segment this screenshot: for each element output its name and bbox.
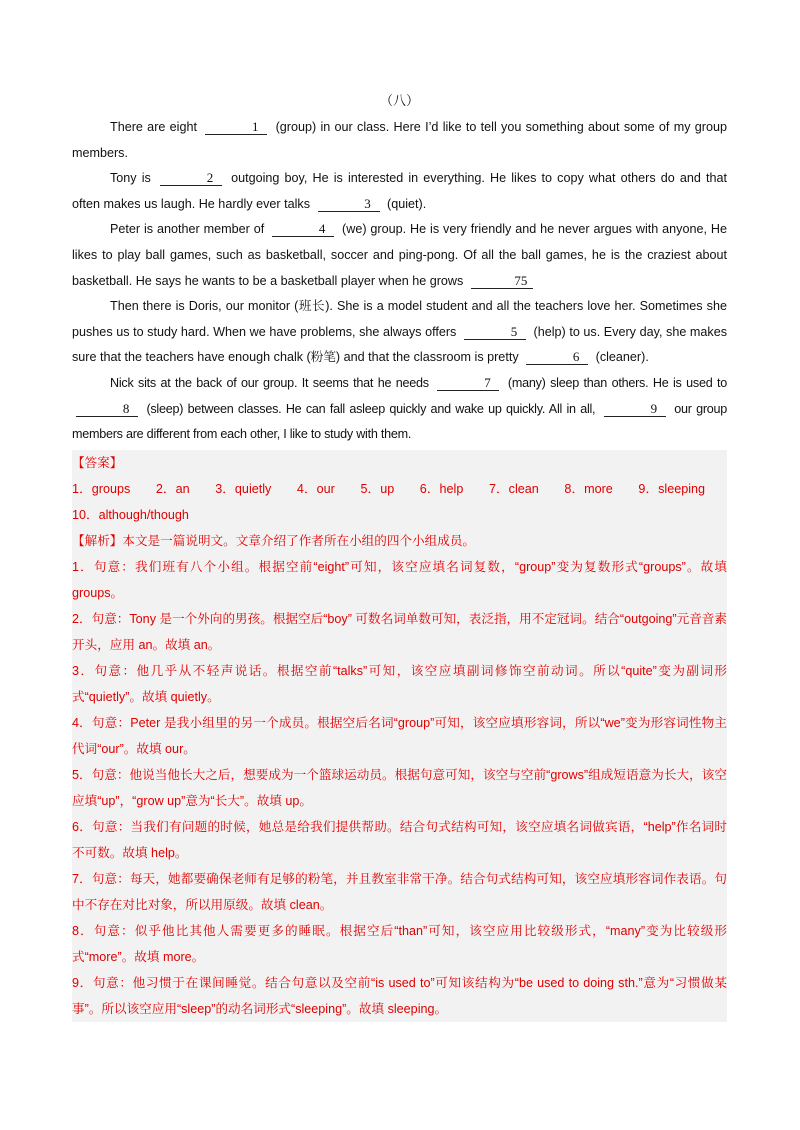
section-title: （八） [379, 93, 419, 108]
analysis-item: 6．句意：当我们有问题的时候，她总是给我们提供帮助。结合句式结构可知，该空应填名词做宾语，“help”作名词时不可数。故填 help。 [72, 819, 727, 860]
text: (many) sleep than others. He is used to [507, 375, 727, 390]
answer-item: 2．an [155, 481, 190, 496]
answer-item: 4．our [296, 481, 335, 496]
text: (we) group. He is very friendly and he never argues with anyone, He likes to play ball games, such as basketball, soccer and ping-pong. Of all the ball games, he is the craziest about basketball. He says he wants to be a basketball player when he grows [72, 222, 727, 288]
answer-item: 3．quietly [215, 481, 272, 496]
blank-2: 2 [160, 170, 222, 186]
text: (cleaner). [595, 350, 649, 365]
analysis-item: 5．句意：他说当他长大之后，想要成为一个篮球运动员。根据句意可知，该空与空前“grows”组成短语意为长大，该空应填“up”，“grow up”意为“长大”。故填 up。 [72, 767, 727, 808]
text: Tony is [110, 171, 151, 186]
blank-4: 4 [272, 221, 334, 237]
answer-item: 9．sleeping [638, 481, 706, 496]
answer-header: 【答案】 [72, 454, 123, 470]
blank-8: 8 [76, 401, 138, 417]
text: outgoing boy, He is interested in everything. He likes to copy what others do and that often makes us laugh. He hardly ever talks [72, 171, 728, 211]
text: Then there is Doris, our monitor (班长). She is a model student and all the teachers love her. Sometimes she pushes us to study hard. When we have problems, she always offers [72, 299, 727, 339]
analysis-item: 8．句意：似乎他比其他人需要更多的睡眠。根据空后“than”可知，该空应用比较级形式，“many”变为比较级形式“more”。故填 more。 [72, 923, 727, 964]
cloze-passage [72, 115, 727, 448]
blank-75: 75 [471, 273, 533, 289]
paragraph-1 [72, 115, 727, 166]
paragraph-3 [72, 217, 727, 294]
answer-item: 10．although/though [72, 507, 189, 522]
blank-7: 7 [437, 375, 499, 391]
answer-item: 7．clean [488, 481, 539, 496]
analysis-item: 9．句意：他习惯于在课间睡觉。结合句意以及空前“is used to”可知该结构为“be used to doing sth.”意为“习惯做某事”。所以该空应用“sleep”的动名词形式“sleeping”。故填 sleeping。 [72, 975, 727, 1016]
answer-item: 5．up [360, 481, 395, 496]
analysis-item: 3．句意：他几乎从不轻声说话。根据空前“talks”可知，该空应填副词修饰空前动词。所以“quite”变为副词形式“quietly”。故填 quietly。 [72, 663, 727, 704]
blank-5: 5 [464, 324, 526, 340]
analysis-item: 1．句意：我们班有八个小组。根据空前“eight”可知，该空应填名词复数，“group”变为复数形式“groups”。故填 groups。 [72, 559, 727, 600]
answer-item: 1．groups [72, 481, 131, 496]
text: (quiet). [387, 196, 427, 211]
answer-list [72, 476, 727, 528]
text: Peter is another member of [110, 222, 265, 237]
text: (sleep) between classes. He can fall asleep quickly and wake up quickly. All in all, [146, 401, 596, 416]
answer-section [72, 450, 727, 1022]
paragraph-5 [72, 371, 727, 448]
text: our group members are different from each other, I like to study with them. [72, 401, 728, 442]
blank-6: 6 [526, 349, 588, 365]
blank-1: 1 [205, 119, 267, 135]
paragraph-4 [72, 294, 727, 371]
document-page [72, 90, 727, 1022]
analysis-item: 7．句意：每天，她都要确保老师有足够的粉笔，并且教室非常干净。结合句式结构可知，该空应填形容词作表语。句中不存在对比对象，所以用原级。故填 clean。 [72, 871, 727, 912]
analysis-item: 4．句意：Peter 是我小组里的另一个成员。根据空后名词“group”可知，该空应填形容词，所以“we”变为形容词性物主代词“our”。故填 our。 [72, 715, 727, 756]
text: Nick sits at the back of our group. It seems that he needs [110, 375, 429, 390]
analysis-intro: 【解析】本文是一篇说明文。文章介绍了作者所在小组的四个小组成员。 [72, 532, 475, 548]
paragraph-2 [72, 166, 727, 217]
text: There are eight [110, 120, 197, 134]
blank-9: 9 [604, 401, 666, 417]
analysis-item: 2．句意：Tony 是一个外向的男孩。根据空后“boy” 可数名词单数可知，表泛指，用不定冠词。结合“outgoing”元音音素开头，应用 an。故填 an。 [72, 611, 727, 652]
answer-item: 6．help [419, 481, 464, 496]
answer-item: 8．more [564, 481, 613, 496]
text: (help) to us. Every day, she makes sure that the teachers have enough chalk (粉笔) and that the classroom is pretty [72, 324, 728, 365]
text: (group) in our class. Here I’d like to tell you something about some of my group members. [72, 120, 727, 160]
blank-3: 3 [318, 196, 380, 212]
